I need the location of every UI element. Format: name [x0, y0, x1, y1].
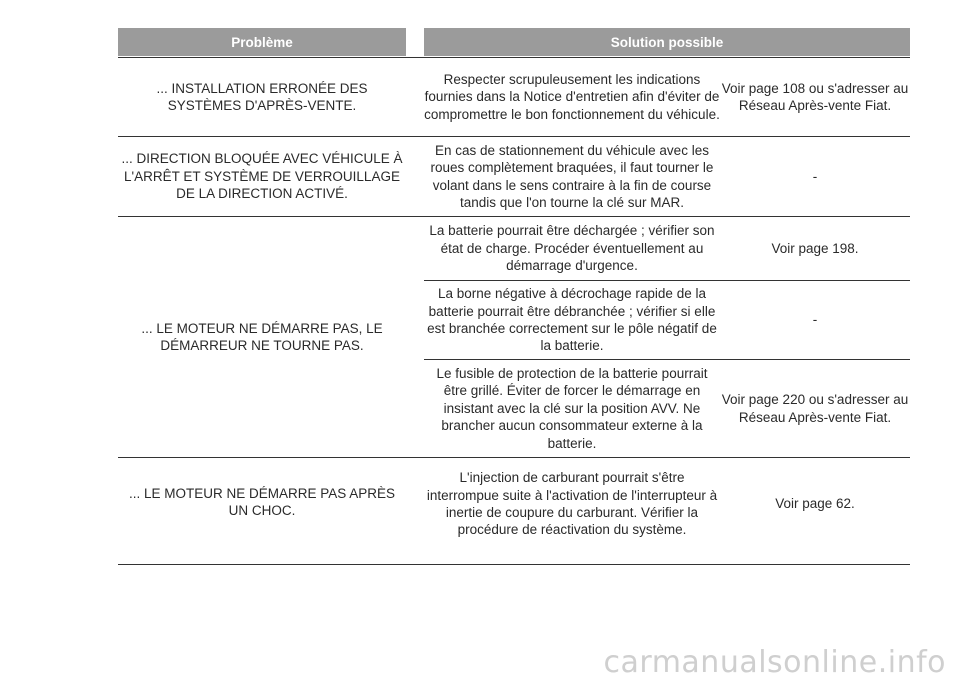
watermark-text: carmanualsonline.info: [603, 645, 946, 680]
solution-cell: Respecter scrupuleusement les indications fournies dans la Notice d'entretien afin d'éviter de compromettre le bon fonctionnement du véhicule.: [424, 71, 720, 122]
table-row: [118, 137, 910, 216]
solution-subrow: [424, 137, 910, 216]
solution-cell: La batterie pourrait être déchargée ; vérifier son état de charge. Procéder éventuellement au démarrage d'urgence.: [429, 223, 715, 274]
reference-cell: Voir page 108 ou s'adresser au Réseau Après-vente Fiat.: [721, 80, 909, 113]
reference-cell: -: [812, 312, 818, 328]
row-rule: [118, 564, 910, 565]
table-row: [118, 458, 910, 564]
solution-cell: L'injection de carburant pourrait s'être interrompue suite à l'activation de l'interrupteur à inertie de coupure du carburant. Vérifier la procédure de réactivation du système.: [426, 470, 718, 538]
table-header: [118, 28, 910, 56]
solution-subrow: [424, 360, 910, 457]
problem-cell: ... DIRECTION BLOQUÉE AVEC VÉHICULE À L'ARRÊT ET SYSTÈME DE VERROUILLAGE DE LA DIRECTION ACTIVÉ.: [121, 151, 403, 202]
table-row: [118, 58, 910, 136]
problem-cell: ... INSTALLATION ERRONÉE DES SYSTÈMES D'APRÈS-VENTE.: [156, 80, 368, 113]
header-problem: Problème: [118, 28, 406, 56]
solution-subrow: [424, 217, 910, 280]
solution-cell: Le fusible de protection de la batterie pourrait être grillé. Éviter de forcer le démarrage en insistant avec la clé sur la position AVV. Ne brancher aucun consommateur externe à la batterie.: [436, 365, 708, 451]
troubleshooting-table: [118, 28, 910, 565]
header-solution: Solution possible: [424, 28, 910, 56]
reference-cell: Voir page 62.: [775, 496, 855, 512]
problem-cell: ... LE MOTEUR NE DÉMARRE PAS, LE DÉMARREUR NE TOURNE PAS.: [141, 320, 383, 353]
reference-cell: Voir page 198.: [771, 240, 859, 256]
solution-subrow: [424, 458, 910, 550]
solution-subrow: [424, 281, 910, 359]
solution-subrow: [424, 58, 910, 136]
solution-cell: En cas de stationnement du véhicule avec les roues complètement braquées, il faut tourner le volant dans le sens contraire à la fin de course tandis que l'on tourne la clé sur MAR.: [430, 142, 714, 210]
solution-cell: La borne négative à décrochage rapide de la batterie pourrait être débranchée ; vérifier si elle est branchée correctement sur le pôle négatif de la batterie.: [427, 286, 717, 354]
reference-cell: Voir page 220 ou s'adresser au Réseau Après-vente Fiat.: [721, 392, 909, 425]
table-row: [118, 217, 910, 457]
problem-cell: ... LE MOTEUR NE DÉMARRE PAS APRÈS UN CHOC.: [128, 485, 396, 518]
reference-cell: -: [812, 168, 818, 184]
